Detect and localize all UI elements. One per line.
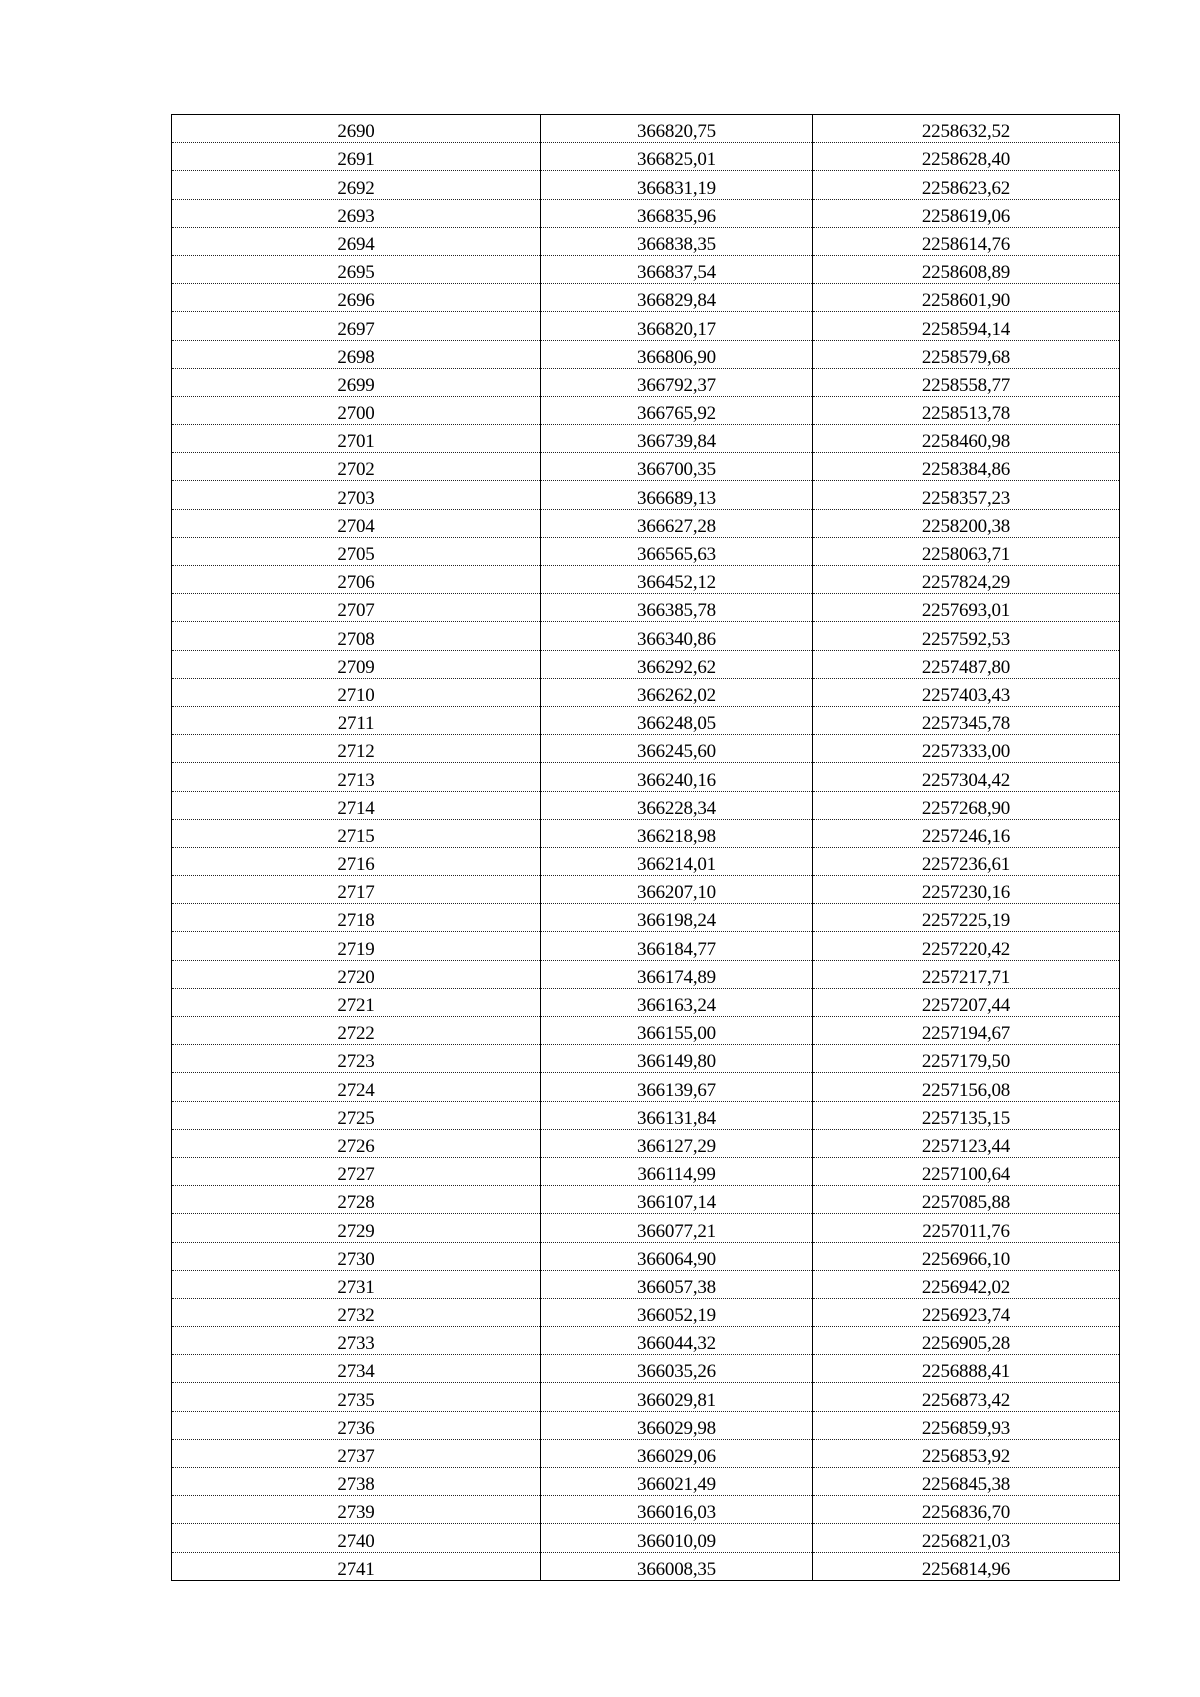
y-coordinate-cell: 2257011,76 xyxy=(813,1214,1120,1242)
x-coordinate-cell: 366035,26 xyxy=(541,1355,813,1383)
point-number-cell: 2738 xyxy=(172,1468,541,1496)
table-row xyxy=(172,678,1120,706)
point-number-cell: 2737 xyxy=(172,1439,541,1467)
table-row xyxy=(172,425,1120,453)
table-row xyxy=(172,1017,1120,1045)
point-number-cell: 2741 xyxy=(172,1552,541,1580)
x-coordinate-cell: 366077,21 xyxy=(541,1214,813,1242)
x-coordinate-cell: 366057,38 xyxy=(541,1270,813,1298)
table-row xyxy=(172,791,1120,819)
table-row xyxy=(172,735,1120,763)
table-row xyxy=(172,255,1120,283)
x-coordinate-cell: 366029,98 xyxy=(541,1411,813,1439)
table-row xyxy=(172,1129,1120,1157)
x-coordinate-cell: 366149,80 xyxy=(541,1045,813,1073)
y-coordinate-cell: 2257236,61 xyxy=(813,847,1120,875)
table-row xyxy=(172,1157,1120,1185)
point-number-cell: 2704 xyxy=(172,509,541,537)
x-coordinate-cell: 366700,35 xyxy=(541,453,813,481)
y-coordinate-cell: 2258614,76 xyxy=(813,227,1120,255)
point-number-cell: 2714 xyxy=(172,791,541,819)
y-coordinate-cell: 2256905,28 xyxy=(813,1327,1120,1355)
y-coordinate-cell: 2257333,00 xyxy=(813,735,1120,763)
y-coordinate-cell: 2257179,50 xyxy=(813,1045,1120,1073)
point-number-cell: 2725 xyxy=(172,1101,541,1129)
table-row xyxy=(172,143,1120,171)
x-coordinate-cell: 366825,01 xyxy=(541,143,813,171)
y-coordinate-cell: 2257487,80 xyxy=(813,650,1120,678)
y-coordinate-cell: 2257693,01 xyxy=(813,594,1120,622)
point-number-cell: 2696 xyxy=(172,284,541,312)
x-coordinate-cell: 366198,24 xyxy=(541,904,813,932)
table-row xyxy=(172,199,1120,227)
y-coordinate-cell: 2258063,71 xyxy=(813,537,1120,565)
x-coordinate-cell: 366218,98 xyxy=(541,819,813,847)
y-coordinate-cell: 2257246,16 xyxy=(813,819,1120,847)
y-coordinate-cell: 2258558,77 xyxy=(813,368,1120,396)
x-coordinate-cell: 366829,84 xyxy=(541,284,813,312)
x-coordinate-cell: 366228,34 xyxy=(541,791,813,819)
table-row xyxy=(172,1355,1120,1383)
x-coordinate-cell: 366029,06 xyxy=(541,1439,813,1467)
table-row xyxy=(172,1073,1120,1101)
table-row xyxy=(172,1552,1120,1580)
x-coordinate-cell: 366010,09 xyxy=(541,1524,813,1552)
table-row xyxy=(172,340,1120,368)
table-row xyxy=(172,1242,1120,1270)
y-coordinate-cell: 2258384,86 xyxy=(813,453,1120,481)
x-coordinate-cell: 366131,84 xyxy=(541,1101,813,1129)
x-coordinate-cell: 366340,86 xyxy=(541,622,813,650)
x-coordinate-cell: 366262,02 xyxy=(541,678,813,706)
point-number-cell: 2708 xyxy=(172,622,541,650)
y-coordinate-cell: 2257123,44 xyxy=(813,1129,1120,1157)
point-number-cell: 2740 xyxy=(172,1524,541,1552)
point-number-cell: 2733 xyxy=(172,1327,541,1355)
y-coordinate-cell: 2256845,38 xyxy=(813,1468,1120,1496)
y-coordinate-cell: 2257194,67 xyxy=(813,1017,1120,1045)
x-coordinate-cell: 366021,49 xyxy=(541,1468,813,1496)
point-number-cell: 2728 xyxy=(172,1186,541,1214)
point-number-cell: 2703 xyxy=(172,481,541,509)
point-number-cell: 2715 xyxy=(172,819,541,847)
point-number-cell: 2695 xyxy=(172,255,541,283)
point-number-cell: 2690 xyxy=(172,115,541,143)
table-row xyxy=(172,1439,1120,1467)
y-coordinate-cell: 2257217,71 xyxy=(813,960,1120,988)
point-number-cell: 2718 xyxy=(172,904,541,932)
coordinates-table-body xyxy=(172,115,1120,1581)
table-row xyxy=(172,1383,1120,1411)
point-number-cell: 2732 xyxy=(172,1298,541,1326)
x-coordinate-cell: 366765,92 xyxy=(541,396,813,424)
y-coordinate-cell: 2256888,41 xyxy=(813,1355,1120,1383)
table-row xyxy=(172,537,1120,565)
y-coordinate-cell: 2256836,70 xyxy=(813,1496,1120,1524)
x-coordinate-cell: 366820,75 xyxy=(541,115,813,143)
x-coordinate-cell: 366127,29 xyxy=(541,1129,813,1157)
y-coordinate-cell: 2256873,42 xyxy=(813,1383,1120,1411)
y-coordinate-cell: 2256814,96 xyxy=(813,1552,1120,1580)
point-number-cell: 2694 xyxy=(172,227,541,255)
table-row xyxy=(172,650,1120,678)
x-coordinate-cell: 366240,16 xyxy=(541,763,813,791)
point-number-cell: 2702 xyxy=(172,453,541,481)
table-row xyxy=(172,1298,1120,1326)
x-coordinate-cell: 366207,10 xyxy=(541,876,813,904)
table-row xyxy=(172,566,1120,594)
y-coordinate-cell: 2257085,88 xyxy=(813,1186,1120,1214)
y-coordinate-cell: 2258460,98 xyxy=(813,425,1120,453)
y-coordinate-cell: 2257100,64 xyxy=(813,1157,1120,1185)
y-coordinate-cell: 2258579,68 xyxy=(813,340,1120,368)
point-number-cell: 2719 xyxy=(172,932,541,960)
point-number-cell: 2724 xyxy=(172,1073,541,1101)
x-coordinate-cell: 366292,62 xyxy=(541,650,813,678)
point-number-cell: 2729 xyxy=(172,1214,541,1242)
table-row xyxy=(172,904,1120,932)
table-row xyxy=(172,396,1120,424)
y-coordinate-cell: 2256942,02 xyxy=(813,1270,1120,1298)
y-coordinate-cell: 2258628,40 xyxy=(813,143,1120,171)
x-coordinate-cell: 366452,12 xyxy=(541,566,813,594)
y-coordinate-cell: 2258200,38 xyxy=(813,509,1120,537)
x-coordinate-cell: 366248,05 xyxy=(541,706,813,734)
table-row xyxy=(172,1214,1120,1242)
x-coordinate-cell: 366044,32 xyxy=(541,1327,813,1355)
table-row xyxy=(172,819,1120,847)
x-coordinate-cell: 366831,19 xyxy=(541,171,813,199)
point-number-cell: 2691 xyxy=(172,143,541,171)
point-number-cell: 2739 xyxy=(172,1496,541,1524)
point-number-cell: 2710 xyxy=(172,678,541,706)
x-coordinate-cell: 366052,19 xyxy=(541,1298,813,1326)
point-number-cell: 2713 xyxy=(172,763,541,791)
point-number-cell: 2717 xyxy=(172,876,541,904)
y-coordinate-cell: 2257824,29 xyxy=(813,566,1120,594)
x-coordinate-cell: 366174,89 xyxy=(541,960,813,988)
y-coordinate-cell: 2257225,19 xyxy=(813,904,1120,932)
y-coordinate-cell: 2257230,16 xyxy=(813,876,1120,904)
y-coordinate-cell: 2257268,90 xyxy=(813,791,1120,819)
y-coordinate-cell: 2258594,14 xyxy=(813,312,1120,340)
point-number-cell: 2730 xyxy=(172,1242,541,1270)
table-row xyxy=(172,368,1120,396)
x-coordinate-cell: 366139,67 xyxy=(541,1073,813,1101)
table-row xyxy=(172,227,1120,255)
table-row xyxy=(172,988,1120,1016)
point-number-cell: 2701 xyxy=(172,425,541,453)
x-coordinate-cell: 366214,01 xyxy=(541,847,813,875)
table-row xyxy=(172,171,1120,199)
point-number-cell: 2700 xyxy=(172,396,541,424)
x-coordinate-cell: 366029,81 xyxy=(541,1383,813,1411)
point-number-cell: 2707 xyxy=(172,594,541,622)
table-row xyxy=(172,1101,1120,1129)
x-coordinate-cell: 366155,00 xyxy=(541,1017,813,1045)
x-coordinate-cell: 366627,28 xyxy=(541,509,813,537)
point-number-cell: 2699 xyxy=(172,368,541,396)
table-row xyxy=(172,1327,1120,1355)
x-coordinate-cell: 366820,17 xyxy=(541,312,813,340)
table-row xyxy=(172,594,1120,622)
point-number-cell: 2709 xyxy=(172,650,541,678)
point-number-cell: 2723 xyxy=(172,1045,541,1073)
point-number-cell: 2693 xyxy=(172,199,541,227)
point-number-cell: 2734 xyxy=(172,1355,541,1383)
x-coordinate-cell: 366064,90 xyxy=(541,1242,813,1270)
table-row xyxy=(172,1411,1120,1439)
point-number-cell: 2706 xyxy=(172,566,541,594)
table-row xyxy=(172,622,1120,650)
table-row xyxy=(172,1496,1120,1524)
y-coordinate-cell: 2257135,15 xyxy=(813,1101,1120,1129)
x-coordinate-cell: 366107,14 xyxy=(541,1186,813,1214)
table-row xyxy=(172,1468,1120,1496)
point-number-cell: 2722 xyxy=(172,1017,541,1045)
y-coordinate-cell: 2256923,74 xyxy=(813,1298,1120,1326)
point-number-cell: 2727 xyxy=(172,1157,541,1185)
point-number-cell: 2712 xyxy=(172,735,541,763)
y-coordinate-cell: 2258357,23 xyxy=(813,481,1120,509)
y-coordinate-cell: 2257345,78 xyxy=(813,706,1120,734)
y-coordinate-cell: 2256821,03 xyxy=(813,1524,1120,1552)
table-row xyxy=(172,847,1120,875)
y-coordinate-cell: 2258632,52 xyxy=(813,115,1120,143)
x-coordinate-cell: 366385,78 xyxy=(541,594,813,622)
table-row xyxy=(172,115,1120,143)
x-coordinate-cell: 366792,37 xyxy=(541,368,813,396)
point-number-cell: 2711 xyxy=(172,706,541,734)
x-coordinate-cell: 366245,60 xyxy=(541,735,813,763)
point-number-cell: 2697 xyxy=(172,312,541,340)
x-coordinate-cell: 366806,90 xyxy=(541,340,813,368)
x-coordinate-cell: 366689,13 xyxy=(541,481,813,509)
table-row xyxy=(172,481,1120,509)
point-number-cell: 2726 xyxy=(172,1129,541,1157)
point-number-cell: 2735 xyxy=(172,1383,541,1411)
table-row xyxy=(172,932,1120,960)
point-number-cell: 2720 xyxy=(172,960,541,988)
y-coordinate-cell: 2257304,42 xyxy=(813,763,1120,791)
y-coordinate-cell: 2257220,42 xyxy=(813,932,1120,960)
x-coordinate-cell: 366114,99 xyxy=(541,1157,813,1185)
y-coordinate-cell: 2256859,93 xyxy=(813,1411,1120,1439)
y-coordinate-cell: 2257156,08 xyxy=(813,1073,1120,1101)
table-row xyxy=(172,509,1120,537)
table-row xyxy=(172,706,1120,734)
y-coordinate-cell: 2258619,06 xyxy=(813,199,1120,227)
table-row xyxy=(172,876,1120,904)
y-coordinate-cell: 2257207,44 xyxy=(813,988,1120,1016)
table-row xyxy=(172,960,1120,988)
point-number-cell: 2692 xyxy=(172,171,541,199)
table-row xyxy=(172,1045,1120,1073)
table-row xyxy=(172,284,1120,312)
x-coordinate-cell: 366163,24 xyxy=(541,988,813,1016)
y-coordinate-cell: 2258608,89 xyxy=(813,255,1120,283)
point-number-cell: 2731 xyxy=(172,1270,541,1298)
table-row xyxy=(172,453,1120,481)
point-number-cell: 2716 xyxy=(172,847,541,875)
y-coordinate-cell: 2257403,43 xyxy=(813,678,1120,706)
y-coordinate-cell: 2258513,78 xyxy=(813,396,1120,424)
table-row xyxy=(172,312,1120,340)
point-number-cell: 2698 xyxy=(172,340,541,368)
point-number-cell: 2736 xyxy=(172,1411,541,1439)
table-row xyxy=(172,1186,1120,1214)
x-coordinate-cell: 366838,35 xyxy=(541,227,813,255)
x-coordinate-cell: 366837,54 xyxy=(541,255,813,283)
table-row xyxy=(172,1270,1120,1298)
x-coordinate-cell: 366008,35 xyxy=(541,1552,813,1580)
y-coordinate-cell: 2256966,10 xyxy=(813,1242,1120,1270)
x-coordinate-cell: 366835,96 xyxy=(541,199,813,227)
y-coordinate-cell: 2258623,62 xyxy=(813,171,1120,199)
y-coordinate-cell: 2258601,90 xyxy=(813,284,1120,312)
coordinates-table xyxy=(171,114,1120,1581)
point-number-cell: 2721 xyxy=(172,988,541,1016)
table-row xyxy=(172,1524,1120,1552)
x-coordinate-cell: 366184,77 xyxy=(541,932,813,960)
y-coordinate-cell: 2256853,92 xyxy=(813,1439,1120,1467)
x-coordinate-cell: 366739,84 xyxy=(541,425,813,453)
y-coordinate-cell: 2257592,53 xyxy=(813,622,1120,650)
table-row xyxy=(172,763,1120,791)
point-number-cell: 2705 xyxy=(172,537,541,565)
x-coordinate-cell: 366016,03 xyxy=(541,1496,813,1524)
x-coordinate-cell: 366565,63 xyxy=(541,537,813,565)
